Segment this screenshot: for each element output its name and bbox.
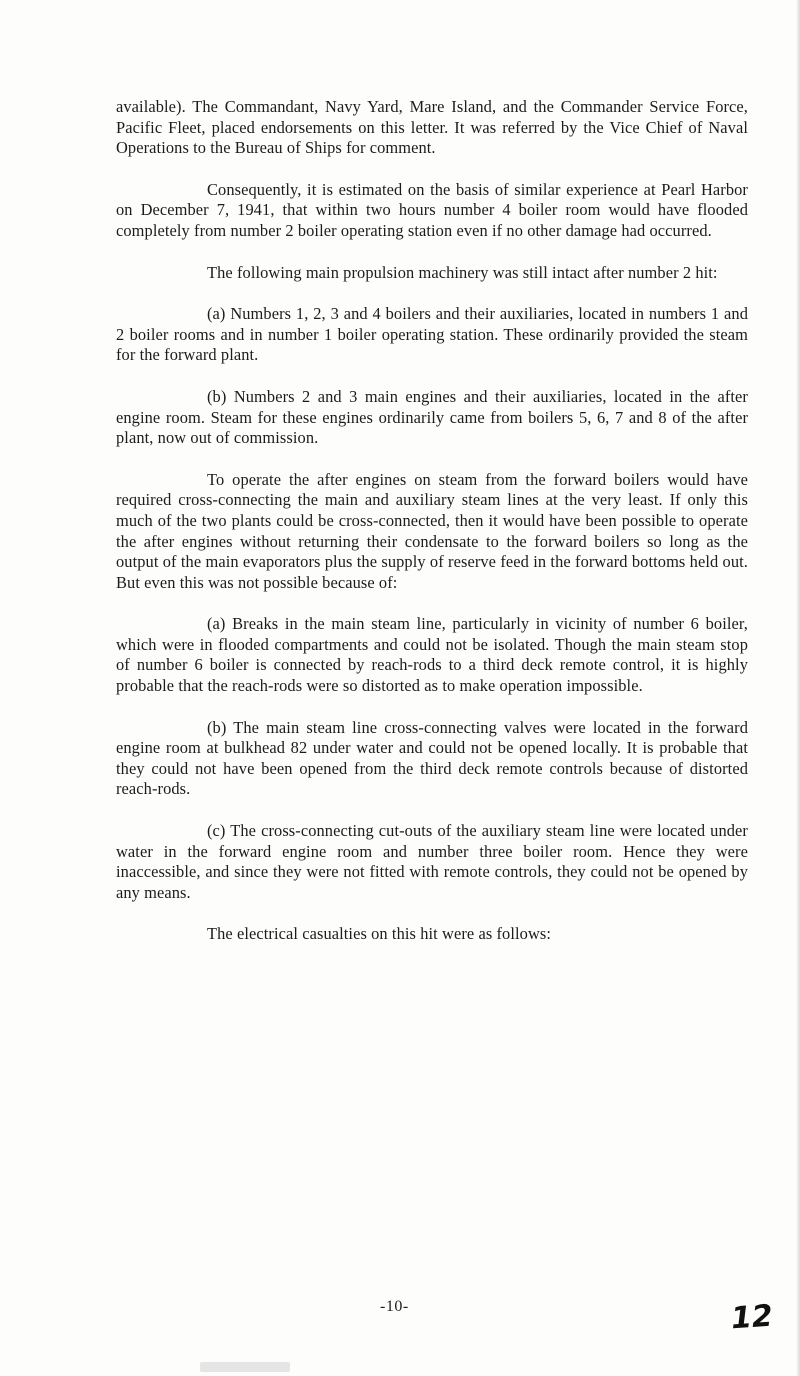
paragraph-5: (b) Numbers 2 and 3 main engines and their auxiliaries, located in the after engine room. Steam for these engines ordinarily came from boilers 5, 6, 7 and 8 of the after plant, now out of commission. [116,386,748,448]
paragraph-6: To operate the after engines on steam from the forward boilers would have required cross-connecting the main and auxiliary steam lines at the very least. If only this much of the two plants could be cross-connected, then it would have been possible to operate the after engines without returning their condensate to the forward boilers so long as the output of the main evaporators plus the supply of reserve feed in the forward bottoms held out. But even this was not possible because of: [116,469,748,592]
paragraph-1: available). The Commandant, Navy Yard, Mare Island, and the Commander Service Force, Pacific Fleet, placed endorsements on this letter. It was referred by the Vice Chief of Naval Operations to the Bureau of Ships for comment. [116,97,748,158]
paragraph-9: (c) The cross-connecting cut-outs of the auxiliary steam line were located under water in the forward engine room and number three boiler room. Hence they were inaccessible, and since they were not fitted with remote controls, they could not be opened by any means. [116,821,748,902]
body-text [116,97,748,945]
scan-edge-shadow [796,0,800,1376]
paragraph-7: (a) Breaks in the main steam line, particularly in vicinity of number 6 boiler, which were in flooded compartments and could not be isolated. Though the main steam stop of number 6 boiler is connected by reach-rods to a third deck remote control, it is highly probable that the reach-rods were so distorted as to make operation impossible. [116,614,748,696]
handwritten-page-number: 12 [729,1298,774,1337]
paragraph-3: The following main propulsion machinery was still intact after number 2 hit: [207,262,718,282]
page-number: -10- [380,1298,409,1315]
scan-smudge [200,1362,290,1372]
paragraph-8: (b) The main steam line cross-connecting valves were located in the forward engine room at bulkhead 82 under water and could not be opened locally. It is probable that they could not have been opened from the third deck remote controls because of distorted reach-rods. [116,717,748,799]
paragraph-2: Consequently, it is estimated on the basis of similar experience at Pearl Harbor on December 7, 1941, that within two hours number 4 boiler room would have flooded completely from number 2 boiler operating station even if no other damage had occurred. [116,179,748,240]
paragraph-4: (a) Numbers 1, 2, 3 and 4 boilers and their auxiliaries, located in numbers 1 and 2 boiler rooms and in number 1 boiler operating station. These ordinarily provided the steam for the forward plant. [116,304,748,365]
paragraph-10: The electrical casualties on this hit were as follows: [207,924,552,944]
